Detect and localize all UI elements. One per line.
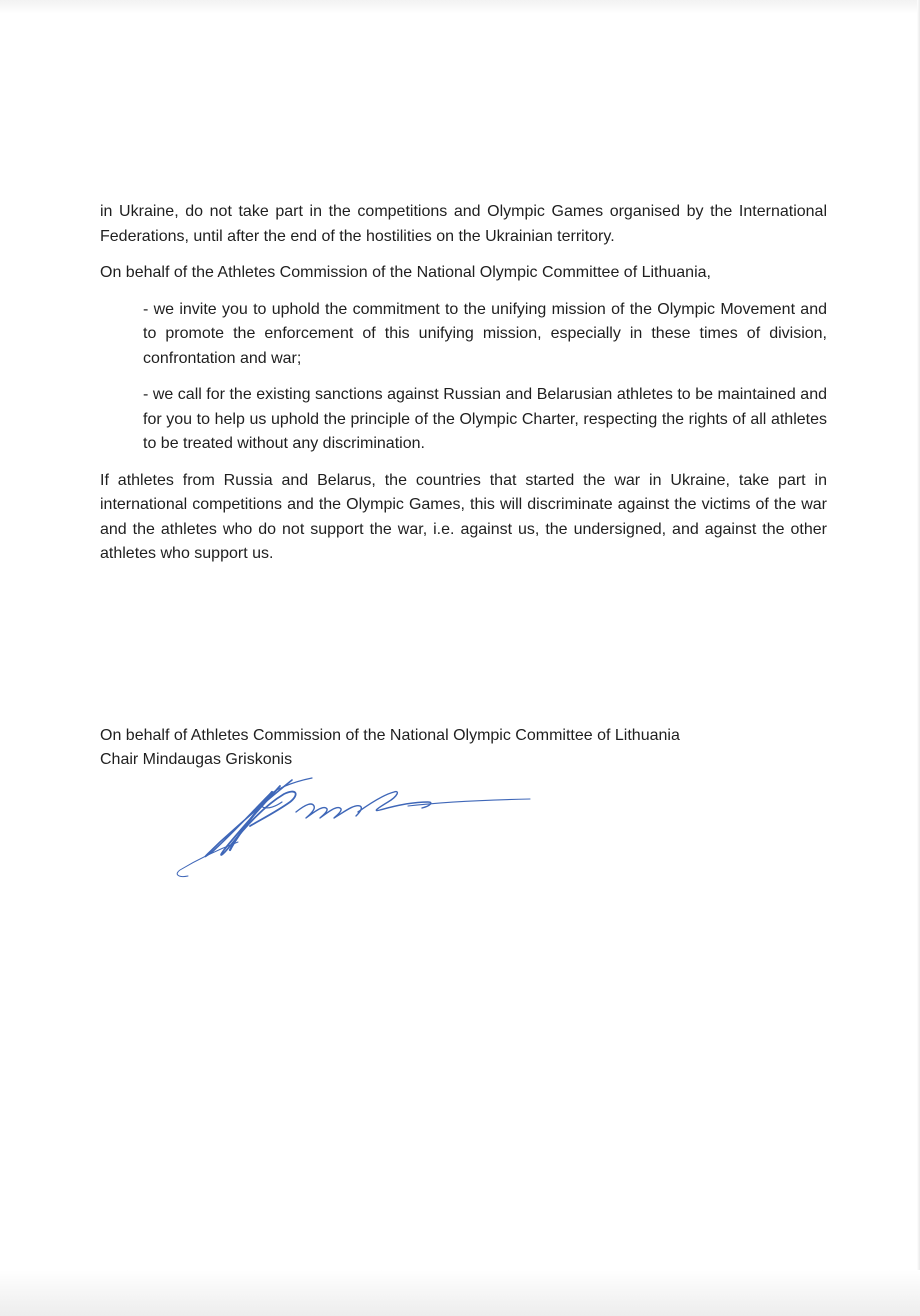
closing-line: On behalf of Athletes Commission of the National Olympic Committee of Lithuania [100, 727, 680, 744]
page-bottom-shadow [0, 1270, 920, 1316]
paragraph-discrimination: If athletes from Russia and Belarus, the countries that started the war in Ukraine, take part in international competitions and the Olympic Games, this will discriminate against the victims of the war and the athletes who do not support the war, i.e. against us, the undersigned, and against the other athletes who support us. [100, 471, 827, 562]
closing-block [100, 724, 860, 772]
paragraph-on-behalf: On behalf of the Athletes Commission of the National Olympic Committee of Lithuania, [100, 264, 711, 281]
handwritten-signature [172, 772, 542, 882]
signatory-name: Chair Mindaugas Griskonis [100, 751, 293, 768]
paragraph-continuation: in Ukraine, do not take part in the competitions and Olympic Games organised by the International Federations, until after the end of the hostilities on the Ukrainian territory. [100, 203, 827, 245]
letter-body [100, 200, 827, 579]
paragraph-sanctions: - we call for the existing sanctions against Russian and Belarusian athletes to be maintained and for you to help us uphold the principle of the Olympic Charter, respecting the rights of all athletes to be treated without any discrimination. [143, 386, 827, 452]
page-top-shadow [0, 0, 920, 14]
paragraph-invite: - we invite you to uphold the commitment to the unifying mission of the Olympic Movement and to promote the enforcement of this unifying mission, especially in these times of division, confrontation and war; [143, 300, 827, 367]
